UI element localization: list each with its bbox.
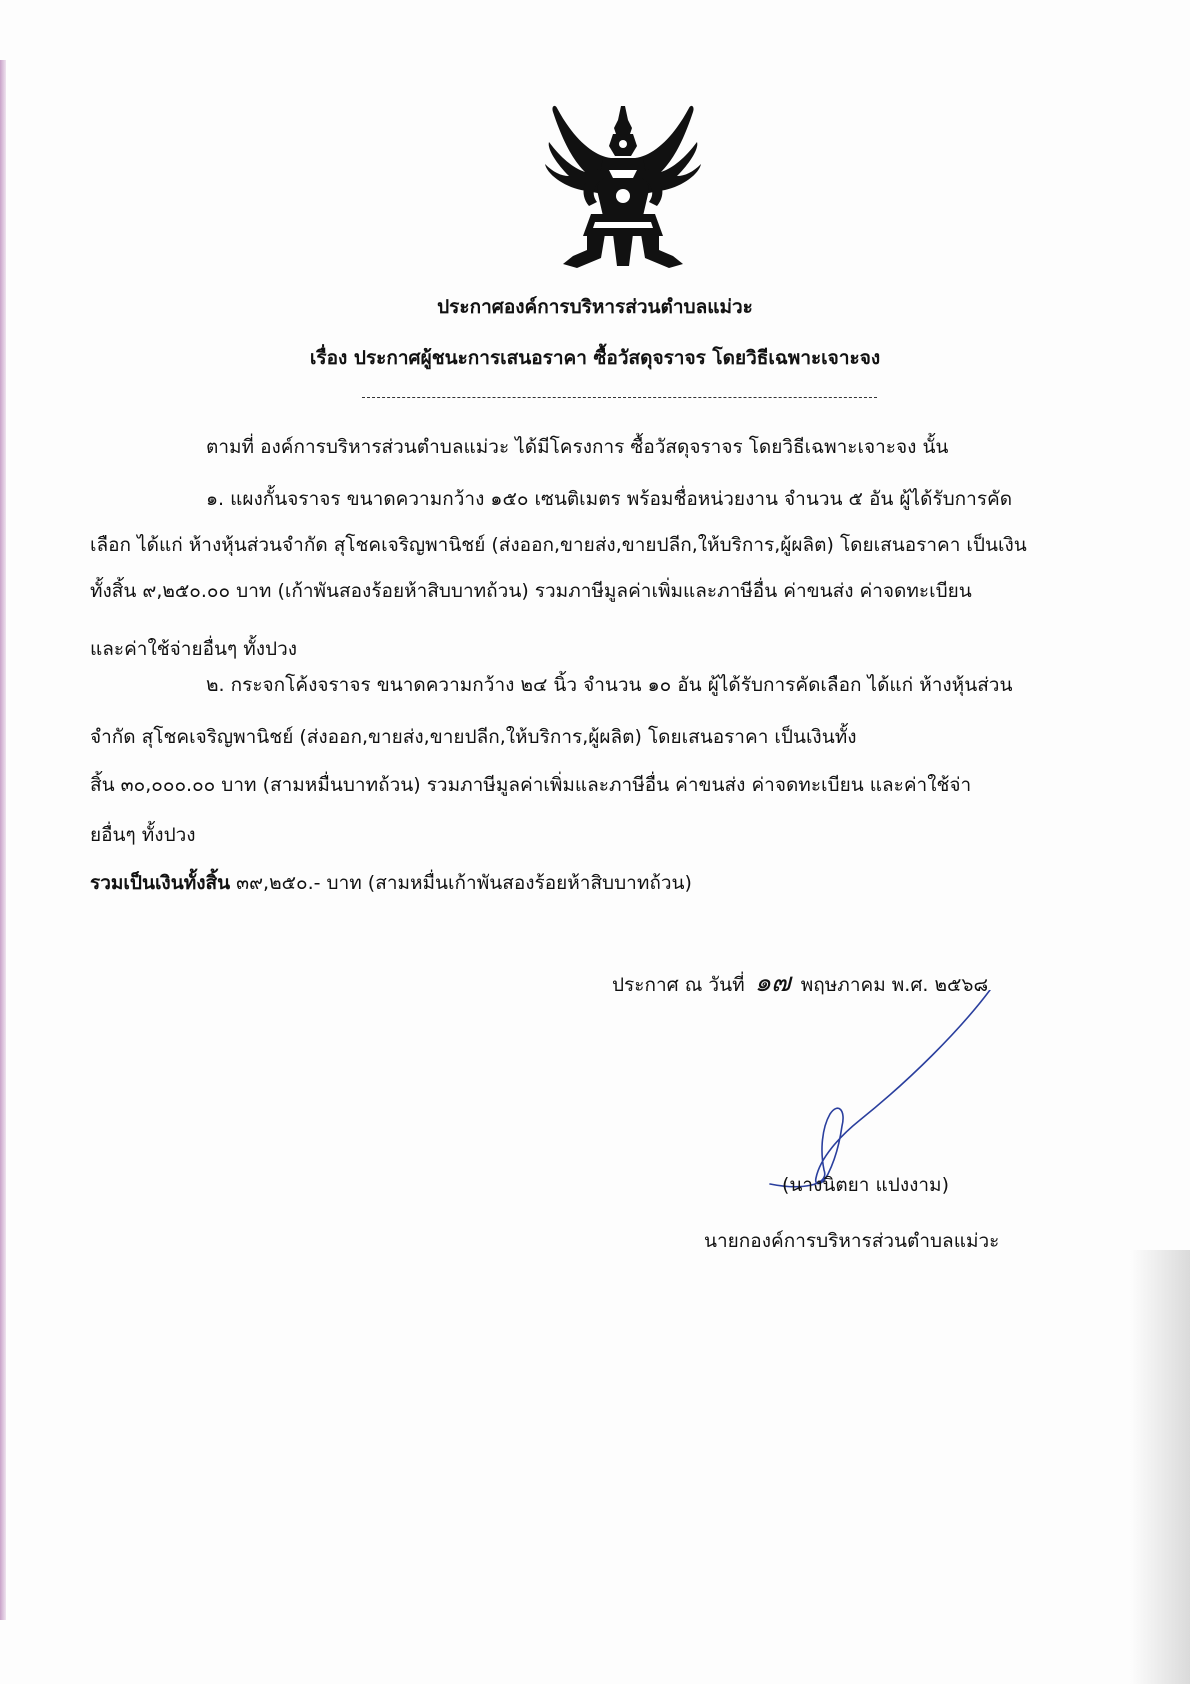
item2-line3: สิ้น ๓๐,๐๐๐.๐๐ บาท (สามหมื่นบาทถ้วน) รวมภาษีมูลค่าเพิ่มและภาษีอื่น ค่าขนส่ง ค่าจดทะเบียน และค่าใช้จ่า — [90, 774, 972, 796]
signer-position: นายกองค์การบริหารส่วนตำบลแม่วะ — [704, 1230, 1000, 1252]
intro-paragraph: ตามที่ องค์การบริหารส่วนตำบลแม่วะ ได้มีโครงการ ซื้อวัสดุจราจร โดยวิธีเฉพาะเจาะจง นั้น — [206, 436, 949, 458]
item1-line4: และค่าใช้จ่ายอื่นๆ ทั้งปวง — [90, 638, 298, 660]
item2-line2: จำกัด สุโชคเจริญพานิชย์ (ส่งออก,ขายส่ง,ขายปลีก,ให้บริการ,ผู้ผลิต) โดยเสนอราคา เป็นเงินทั้ง — [90, 726, 857, 748]
announcement-title: ประกาศองค์การบริหารส่วนตำบลแม่วะ — [437, 296, 753, 318]
title-divider — [362, 397, 877, 398]
item2-line4: ยอื่นๆ ทั้งปวง — [90, 824, 196, 846]
item2-line1: ๒. กระจกโค้งจราจร ขนาดความกว้าง ๒๔ นิ้ว จำนวน ๑๐ อัน ผู้ได้รับการคัดเลือก ได้แก่ ห้างหุ้นส่วน — [206, 674, 1013, 696]
signer-name: (นางนิตยา แปงงาม) — [782, 1174, 949, 1196]
total-line — [90, 871, 692, 895]
date-suffix: พฤษภาคม พ.ศ. ๒๕๖๘ — [800, 974, 989, 996]
page-shadow — [1130, 1250, 1190, 1684]
date-prefix: ประกาศ ณ วันที่ — [612, 974, 745, 996]
date-day: ๑๗ — [754, 968, 791, 998]
total-label: รวมเป็นเงินทั้งสิ้น — [90, 872, 231, 894]
total-amount: ๓๙,๒๕๐.- บาท (สามหมื่นเก้าพันสองร้อยห้าสิบบาทถ้วน) — [230, 872, 692, 894]
item1-line3: ทั้งสิ้น ๙,๒๕๐.๐๐ บาท (เก้าพันสองร้อยห้าสิบบาทถ้วน) รวมภาษีมูลค่าเพิ่มและภาษีอื่น ค่าขนส่ง ค่าจดทะเบียน — [90, 580, 972, 602]
handwritten-signature — [760, 990, 1020, 1190]
garuda-emblem-icon — [533, 98, 713, 274]
item1-line2: เลือก ได้แก่ ห้างหุ้นส่วนจำกัด สุโชคเจริญพานิชย์ (ส่งออก,ขายส่ง,ขายปลีก,ให้บริการ,ผู้ผลิต) โดยเสนอราคา เป็นเงิน — [90, 534, 1027, 556]
item1-line1: ๑. แผงกั้นจราจร ขนาดความกว้าง ๑๕๐ เซนติเมตร พร้อมชื่อหน่วยงาน จำนวน ๕ อัน ผู้ได้รับการคัด — [206, 488, 1013, 510]
announcement-subject: เรื่อง ประกาศผู้ชนะการเสนอราคา ซื้อวัสดุจราจร โดยวิธีเฉพาะเจาะจง — [309, 347, 881, 369]
